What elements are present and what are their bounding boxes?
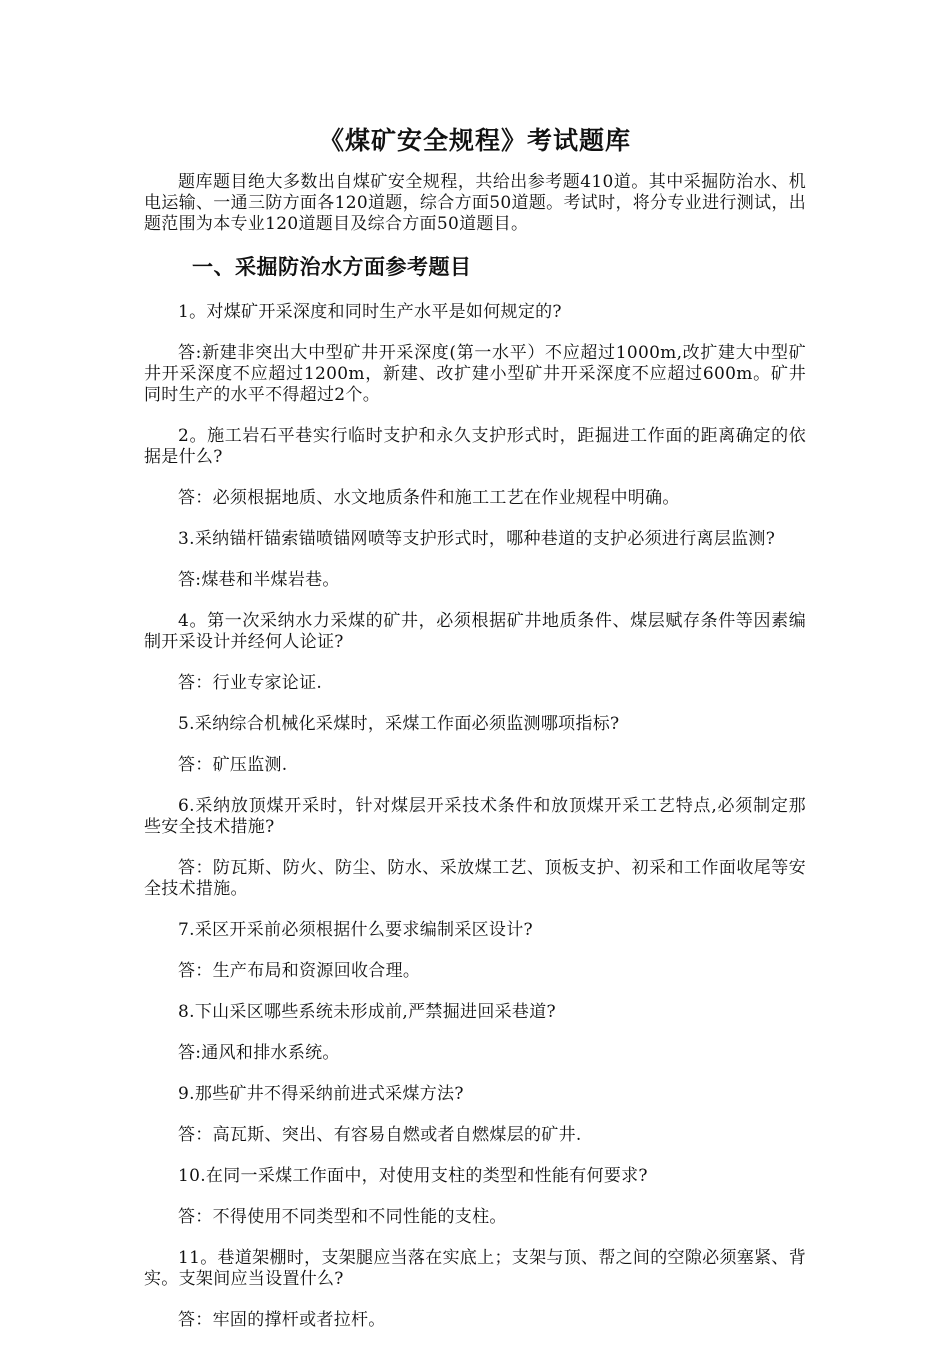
question-3: 3.采纳锚杆锚索锚喷锚网喷等支护形式时，哪种巷道的支护必须进行离层监测? [178, 529, 776, 549]
answer-10: 答：不得使用不同类型和不同性能的支柱。 [178, 1207, 507, 1227]
answer-1: 答:新建非突出大中型矿井开采深度(第一水平）不应超过1000m,改扩建大中型矿井开采深度不应超过1200m，新建、改扩建小型矿井开采深度不应超过600m。矿井同时生产的水平不得超过2个。 [144, 343, 806, 405]
answer-2: 答：必须根据地质、水文地质条件和施工工艺在作业规程中明确。 [178, 488, 680, 508]
document-body [144, 172, 806, 1351]
answer-8: 答:通风和排水系统。 [178, 1043, 340, 1063]
answer-4: 答：行业专家论证. [178, 673, 323, 693]
answer-5: 答：矿压监测. [178, 755, 288, 775]
answer-7: 答：生产布局和资源回收合理。 [178, 961, 421, 981]
answer-11: 答：牢固的撑杆或者拉杆。 [178, 1310, 386, 1330]
answer-6: 答：防瓦斯、防火、防尘、防水、采放煤工艺、顶板支护、初采和工作面收尾等安全技术措施。 [144, 858, 806, 899]
question-5: 5.采纳综合机械化采煤时，采煤工作面必须监测哪项指标? [178, 714, 620, 734]
answer-3: 答:煤巷和半煤岩巷。 [178, 570, 340, 590]
question-11: 11。巷道架棚时，支架腿应当落在实底上；支架与顶、帮之间的空隙必须塞紧、背实。支架间应当设置什么? [144, 1248, 806, 1289]
question-4: 4。第一次采纳水力采煤的矿井，必须根据矿井地质条件、煤层赋存条件等因素编制开采设计并经何人论证? [144, 611, 806, 652]
question-9: 9.那些矿井不得采纳前进式采煤方法? [178, 1084, 464, 1104]
question-7: 7.采区开采前必须根据什么要求编制采区设计? [178, 920, 533, 940]
intro-paragraph: 题库题目绝大多数出自煤矿安全规程，共给出参考题410道。其中采掘防治水、机电运输、一通三防方面各120道题，综合方面50道题。考试时，将分专业进行测试，出题范围为本专业120道题目及综合方面50道题目。 [144, 172, 806, 234]
question-8: 8.下山采区哪些系统未形成前,严禁掘进回采巷道? [178, 1002, 556, 1022]
question-6: 6.采纳放顶煤开采时，针对煤层开采技术条件和放顶煤开采工艺特点,必须制定那些安全技术措施? [144, 796, 806, 837]
section-heading: 一、采掘防治水方面参考题目 [192, 255, 472, 279]
question-1: 1。对煤矿开采深度和同时生产水平是如何规定的? [178, 302, 562, 322]
document-title: 《煤矿安全规程》考试题库 [318, 126, 631, 155]
answer-9: 答：高瓦斯、突出、有容易自燃或者自燃煤层的矿井. [178, 1125, 582, 1145]
question-10: 10.在同一采煤工作面中，对使用支柱的类型和性能有何要求? [178, 1166, 648, 1186]
question-2: 2。施工岩石平巷实行临时支护和永久支护形式时，距掘进工作面的距离确定的依据是什么? [144, 426, 806, 467]
